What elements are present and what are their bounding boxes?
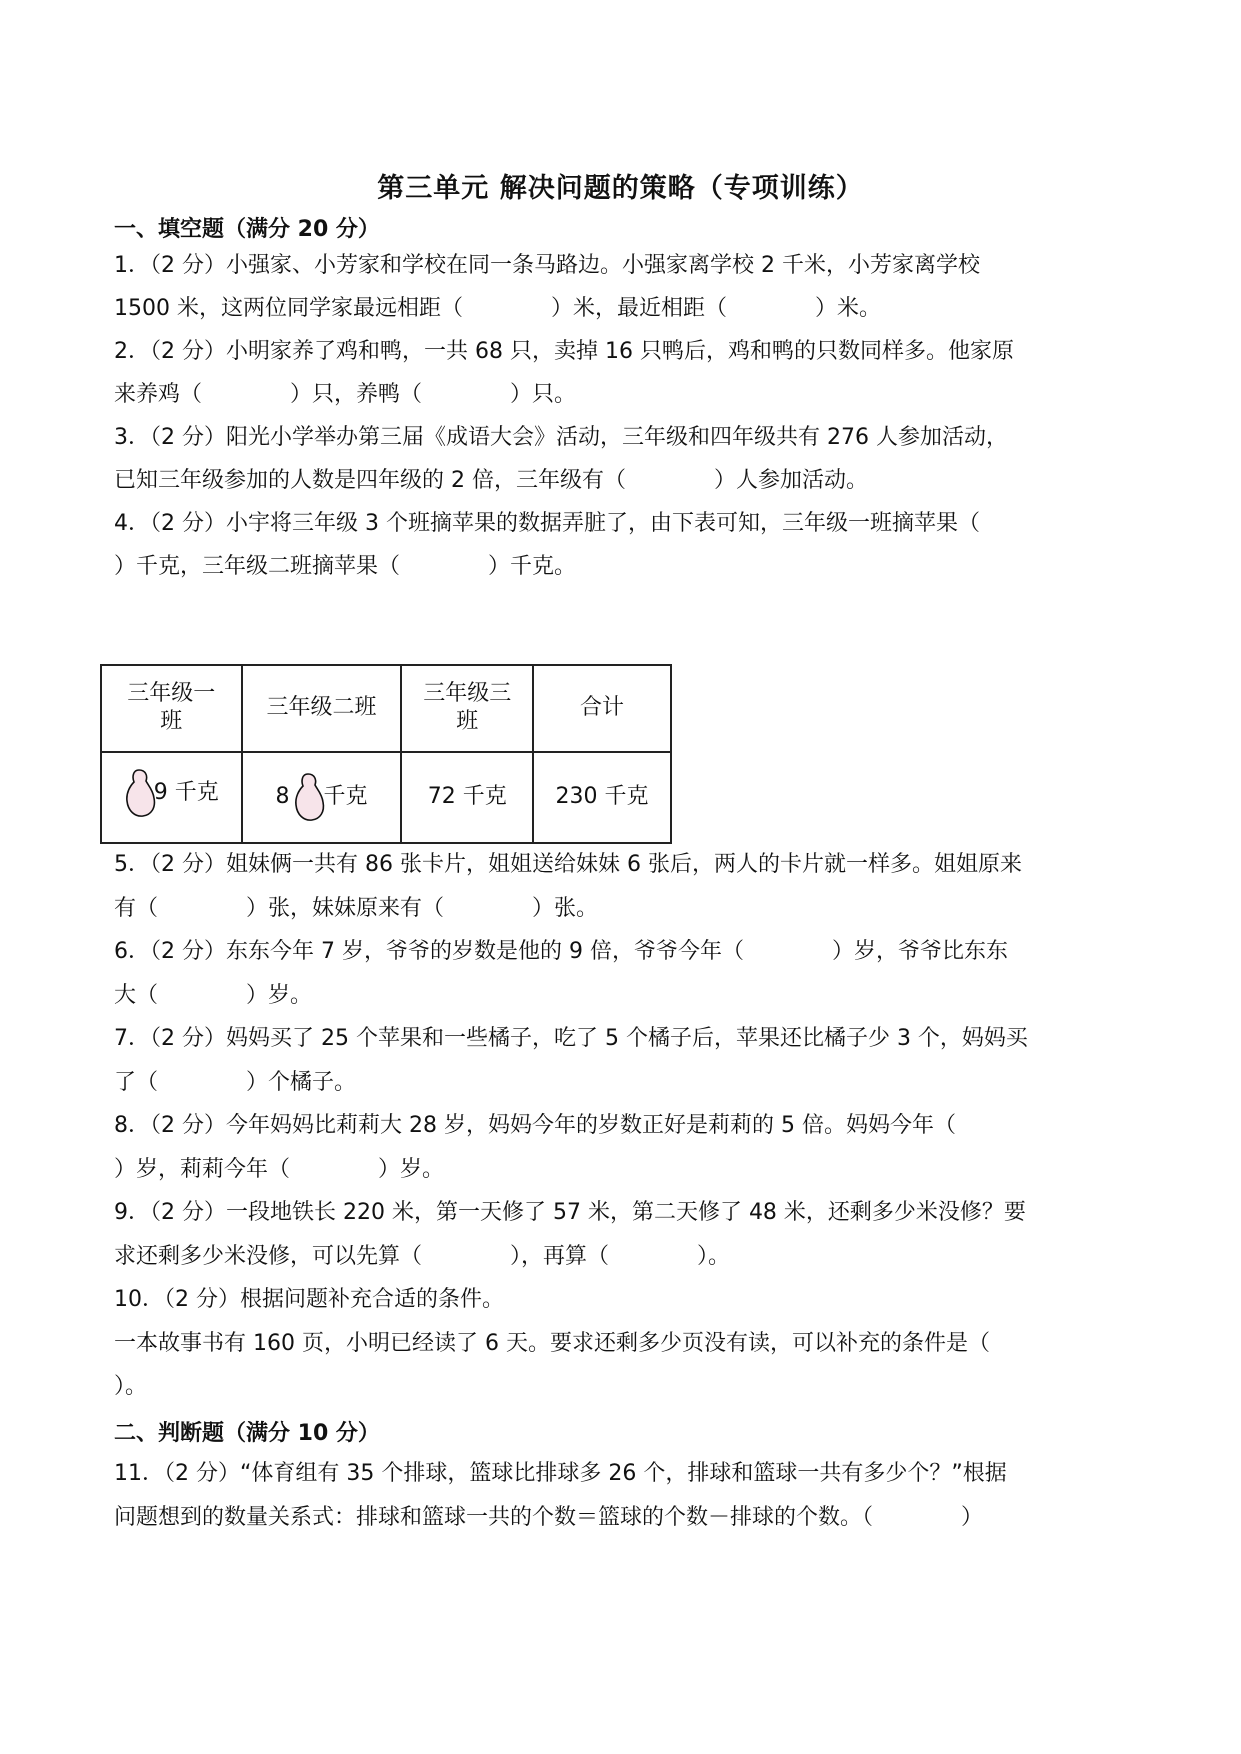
question-5-line-2: 有（ ）张，妹妹原来有（ ）张。	[114, 896, 599, 921]
question-6-line-1: 6．（2 分）东东今年 7 岁，爷爷的岁数是他的 9 倍，爷爷今年（ ）岁，爷爷比东东	[114, 939, 1008, 964]
question-10-line-3: ）。	[114, 1374, 148, 1399]
question-1-line-2: 1500 米，这两位同学家最远相距（ ）米，最近相距（ ）米。	[114, 296, 881, 321]
table-cell-class-2	[242, 752, 402, 843]
table-header-class-3-text: 三年级三 班	[423, 681, 512, 735]
section-heading-true-false: 二、判断题（满分 10 分）	[114, 1421, 380, 1446]
table-header-class-2	[242, 665, 402, 752]
question-2-line-1: 2．（2 分）小明家养了鸡和鸭，一共 68 只，卖掉 16 只鸭后，鸡和鸭的只数同样多。他家原	[114, 339, 1014, 364]
question-8-line-2: ）岁，莉莉今年（ ）岁。	[114, 1157, 445, 1182]
apple-picking-table	[100, 664, 672, 844]
table-header-class-2-text: 三年级二班	[266, 695, 377, 721]
question-9-line-2: 求还剩多少米没修，可以先算（ ），再算（ ）。	[114, 1244, 731, 1269]
table-cell-class-1	[101, 752, 242, 843]
question-3-line-2: 已知三年级参加的人数是四年级的 2 倍，三年级有（ ）人参加活动。	[114, 468, 868, 493]
table-header-class-3	[401, 665, 533, 752]
table-header-class-1	[101, 665, 242, 752]
question-7-line-2: 了（ ）个橘子。	[114, 1070, 357, 1095]
question-4-line-1: 4．（2 分）小宇将三年级 3 个班摘苹果的数据弄脏了，由下表可知，三年级一班摘苹果（	[114, 511, 980, 536]
question-2-line-2: 来养鸡（ ）只，养鸭（ ）只。	[114, 382, 577, 407]
document-title: 第三单元 解决问题的策略（专项训练）	[377, 173, 864, 204]
question-4-line-2: ）千克，三年级二班摘苹果（ ）千克。	[114, 554, 577, 579]
table-cell-class-3	[401, 752, 533, 843]
question-7-line-1: 7．（2 分）妈妈买了 25 个苹果和一些橘子，吃了 5 个橘子后，苹果还比橘子少 3 个，妈妈买	[114, 1026, 1028, 1051]
question-1-line-1: 1．（2 分）小强家、小芳家和学校在同一条马路边。小强家离学校 2 千米，小芳家离学校	[114, 253, 980, 278]
table-cell-class-2-prefix: 8	[275, 784, 290, 810]
table-header-class-1-text: 三年级一 班	[127, 681, 216, 735]
question-3-line-1: 3．（2 分）阳光小学举办第三届《成语大会》活动，三年级和四年级共有 276 人参加活动，	[114, 425, 1008, 450]
question-6-line-2: 大（ ）岁。	[114, 983, 313, 1008]
table-header-row	[101, 665, 671, 752]
section-heading-fill-blank: 一、填空题（满分 20 分）	[114, 217, 380, 242]
ink-smudge-icon	[293, 771, 327, 823]
table-cell-class-1-text: 9 千克	[153, 780, 219, 806]
table-value-row	[101, 752, 671, 843]
table-cell-class-3-text: 72 千克	[427, 784, 507, 810]
table-cell-total	[533, 752, 671, 843]
table-cell-total-text: 230 千克	[555, 784, 649, 810]
question-10-line-2: 一本故事书有 160 页，小明已经读了 6 天。要求还剩多少页没有读，可以补充的条件是（	[114, 1331, 990, 1356]
ink-smudge-icon	[124, 767, 158, 819]
question-8-line-1: 8．（2 分）今年妈妈比莉莉大 28 岁，妈妈今年的岁数正好是莉莉的 5 倍。妈妈今年（	[114, 1113, 956, 1138]
question-9-line-1: 9．（2 分）一段地铁长 220 米，第一天修了 57 米，第二天修了 48 米，还剩多少米没修？要	[114, 1200, 1026, 1225]
table-cell-class-2-text: 千克	[323, 784, 368, 810]
question-11-line-1: 11．（2 分）“体育组有 35 个排球，篮球比排球多 26 个，排球和篮球一共有多少个？”根据	[114, 1461, 1007, 1486]
question-11-line-2: 问题想到的数量关系式：排球和篮球一共的个数＝篮球的个数－排球的个数。（ ）	[114, 1505, 984, 1530]
question-5-line-1: 5．（2 分）姐妹俩一共有 86 张卡片，姐姐送给妹妹 6 张后，两人的卡片就一样多。姐姐原来	[114, 852, 1022, 877]
question-10-line-1: 10．（2 分）根据问题补充合适的条件。	[114, 1287, 504, 1312]
table-header-total-text: 合计	[579, 695, 624, 721]
table-header-total	[533, 665, 671, 752]
